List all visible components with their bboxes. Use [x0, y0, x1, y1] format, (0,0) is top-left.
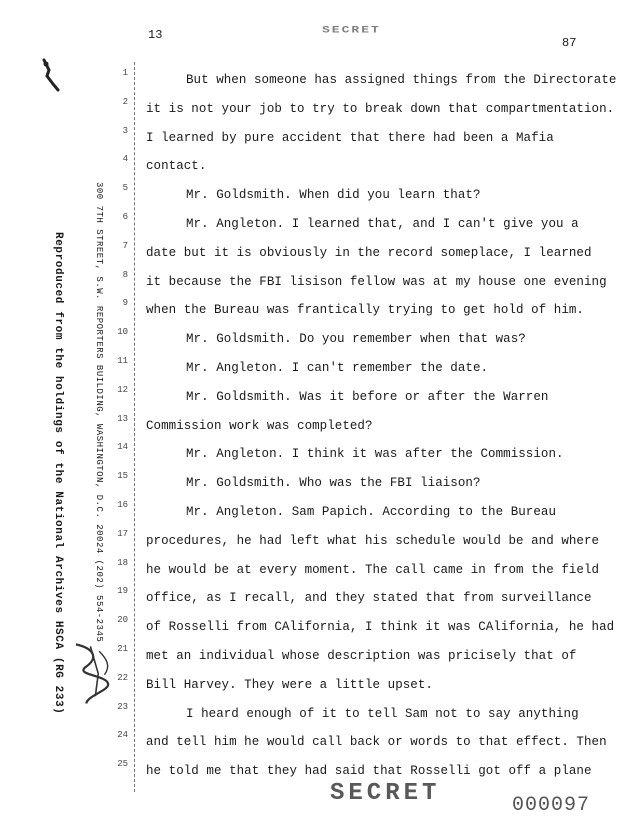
- transcript-line: date but it is obviously in the record someplace, I learned: [146, 245, 592, 260]
- line-number: 22: [117, 672, 128, 683]
- transcript-line: he told me that they had said that Rosselli got off a plane: [146, 764, 592, 779]
- archives-reproduction-note: Reproduced from the holdings of the National Archives HSCA (RG 233): [52, 232, 64, 715]
- line-number: 1: [122, 68, 128, 78]
- line-number: 3: [122, 125, 128, 136]
- line-number: 9: [122, 298, 128, 309]
- handwritten-initials-icon: [67, 633, 123, 711]
- transcript-line: it is not your job to try to break down that compartmentation.: [146, 101, 615, 116]
- transcript-line: Mr. Angleton. I think it was after the Commission.: [186, 447, 564, 462]
- transcript-line: Mr. Goldsmith. When did you learn that?: [186, 188, 481, 203]
- line-number: 6: [122, 211, 128, 222]
- transcript-line: Bill Harvey. They were a little upset.: [146, 677, 433, 692]
- line-number: 10: [117, 327, 128, 338]
- line-number: 20: [117, 615, 128, 626]
- line-number: 15: [117, 471, 128, 482]
- transcript-line: when the Bureau was frantically trying to get hold of him.: [146, 303, 584, 318]
- transcript-line: I heard enough of it to tell Sam not to say anything: [186, 706, 579, 721]
- margin-rule: [134, 62, 135, 792]
- line-number: 19: [117, 586, 128, 597]
- line-number: 11: [117, 355, 128, 366]
- line-number: 7: [122, 240, 128, 251]
- transcript-line: procedures, he had left what his schedule would be and where: [146, 533, 600, 548]
- secret-stamp-bottom: SECRET: [330, 780, 441, 807]
- transcript-line: Mr. Angleton. Sam Papich. According to the Bureau: [186, 504, 557, 519]
- line-number: 16: [117, 499, 128, 510]
- line-number: 4: [122, 154, 128, 165]
- transcript-line: office, as I recall, and they stated that from surveillance: [146, 591, 592, 606]
- transcript-line: it because the FBI lisison fellow was at my house one evening: [146, 274, 607, 289]
- line-number: 23: [117, 701, 128, 712]
- line-number: 17: [117, 528, 128, 539]
- secret-stamp-top: SECRET: [322, 23, 381, 36]
- page-number-right: 87: [562, 36, 577, 50]
- line-number: 21: [117, 643, 128, 654]
- transcript-body: [146, 66, 616, 786]
- line-number: 18: [117, 557, 128, 568]
- transcript-line: Mr. Goldsmith. Do you remember when that was?: [186, 332, 526, 347]
- transcript-line: Mr. Angleton. I learned that, and I can't give you a: [186, 216, 579, 231]
- line-number: 2: [122, 96, 128, 107]
- transcript-line: Mr. Angleton. I can't remember the date.: [186, 360, 489, 375]
- line-number: 24: [117, 730, 128, 741]
- margin-mark-icon: [40, 58, 62, 97]
- reporters-address: 300 7TH STREET, S.W. REPORTERS BUILDING, WASHINGTON, D.C. 20024 (202) 554-2345: [94, 182, 104, 643]
- transcript-line: he would be at every moment. The call came in from the field: [146, 562, 600, 577]
- transcript-line: and tell him he would call back or words to that effect. Then: [146, 735, 607, 750]
- transcript-line: But when someone has assigned things from the Directorate: [186, 73, 617, 87]
- page-number-left: 13: [148, 28, 163, 42]
- transcript-line: Mr. Goldsmith. Was it before or after the Warren: [186, 389, 549, 404]
- transcript-line: I learned by pure accident that there had been a Mafia: [146, 130, 554, 145]
- line-number: 13: [117, 413, 128, 424]
- line-number: 5: [122, 183, 128, 194]
- line-number: 8: [122, 269, 128, 280]
- line-number: 25: [117, 759, 128, 770]
- transcript-line: met an individual whose description was pricisely that of: [146, 648, 577, 663]
- document-id: 000097: [512, 794, 591, 817]
- line-number: 14: [117, 442, 128, 453]
- transcript-line: Commission work was completed?: [146, 418, 373, 433]
- line-number: 12: [117, 384, 128, 395]
- transcript-line: of Rosselli from CAlifornia, I think it was CAlifornia, he had: [146, 620, 615, 635]
- transcript-line: contact.: [146, 159, 207, 174]
- transcript-line: Mr. Goldsmith. Who was the FBI liaison?: [186, 476, 481, 491]
